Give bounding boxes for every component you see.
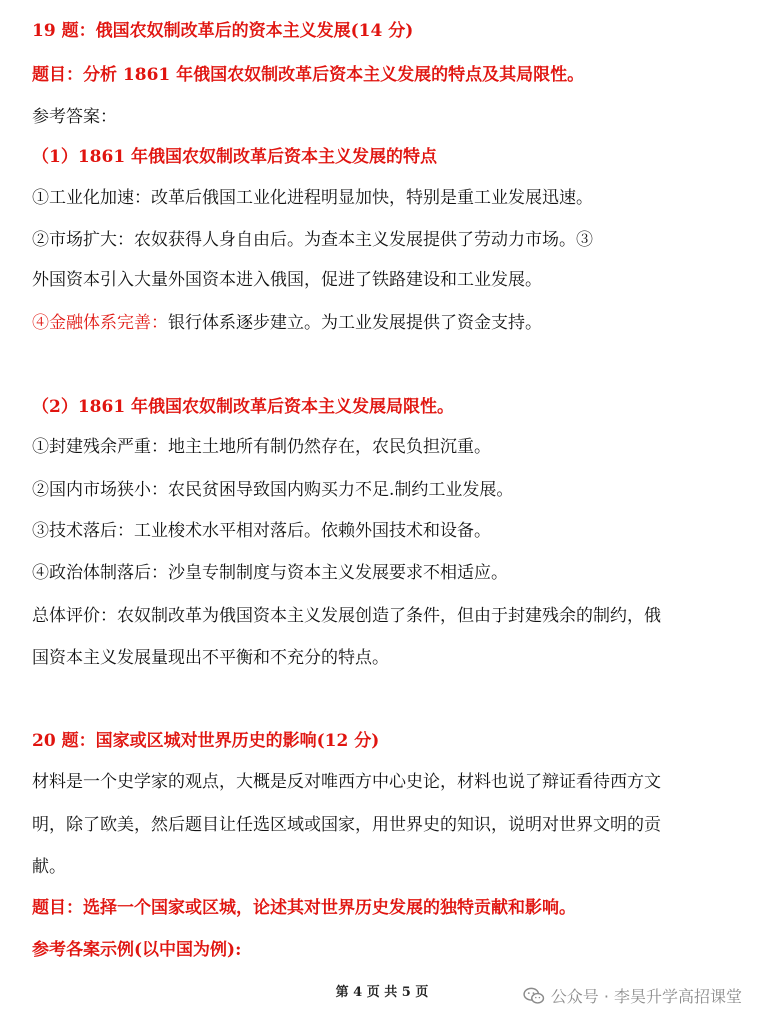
- q19-limit-3: ③技术落后：工业梭术水平相对落后。依赖外国技术和设备。: [32, 521, 491, 541]
- q19-point-4-label: ④金融体系完善：: [32, 313, 168, 333]
- page-number: 第 4 页 共 5 页: [335, 985, 429, 1000]
- watermark-text: 公众号 · 李昊升学高招课堂: [550, 987, 742, 1006]
- q19-point-1: ①工业化加速：改革后俄国工业化进程明显加快，特别是重工业发展迅速。: [32, 188, 593, 208]
- q19-limit-1: ①封建残余严重：地主土地所有制仍然存在，农民负担沉重。: [32, 437, 491, 457]
- q19-evaluation-line-2: 国资本主义发展量现出不平衡和不充分的特点。: [32, 648, 389, 668]
- q19-point-4: [32, 312, 744, 334]
- q19-evaluation-line-1: 总体评价：农奴制改革为俄国资本主义发展创造了条件，但由于封建残余的制约，俄: [32, 606, 661, 626]
- q20-title: 20 题：国家或区城对世界历史的影响(12 分): [32, 731, 380, 751]
- q20-material-line-1: 材料是一个史学家的观点，大概是反对唯西方中心史论，材料也说了辩证看待西方文: [32, 772, 661, 792]
- q19-reference-label: 参考答案：: [32, 107, 117, 127]
- q19-point-4-text: 银行体系逐步建立。为工业发展提供了资金支持。: [168, 313, 542, 333]
- q19-title: 19 题：俄国农奴制改革后的资本主义发展(14 分): [32, 21, 414, 41]
- q19-part2-heading: （2）1861 年俄国农奴制改革后资本主义发展局限性。: [32, 397, 455, 417]
- q19-limit-2: ②国内市场狭小：农民贫困导致国内购买力不足.制约工业发展。: [32, 480, 514, 500]
- q19-part1-heading: （1）1861 年俄国农奴制改革后资本主义发展的特点: [32, 147, 438, 167]
- q20-material-line-3: 献。: [32, 857, 66, 877]
- q19-point-3: 外国资本引入大量外国资本进入俄国，促进了铁路建设和工业发展。: [32, 270, 542, 290]
- q20-material-line-2: 明，除了欧美，然后题目让任选区域或国家，用世界史的知识，说明对世界文明的贡: [32, 815, 661, 835]
- watermark: [523, 984, 742, 1007]
- wechat-icon: [523, 987, 545, 1005]
- q19-point-2: ②市场扩大：农奴获得人身自由后。为查本主义发展提供了劳动力市场。③: [32, 230, 593, 250]
- q20-reference-label: 参考各案示例(以中国为例):: [32, 940, 242, 960]
- q19-limit-4: ④政治体制落后：沙皇专制制度与资本主义发展要求不相适应。: [32, 563, 508, 583]
- q20-question: 题目：选择一个国家或区城，论述其对世界历史发展的独特贡献和影响。: [32, 898, 576, 918]
- q19-question: 题目：分析 1861 年俄国农奴制改革后资本主义发展的特点及其局限性。: [32, 65, 585, 85]
